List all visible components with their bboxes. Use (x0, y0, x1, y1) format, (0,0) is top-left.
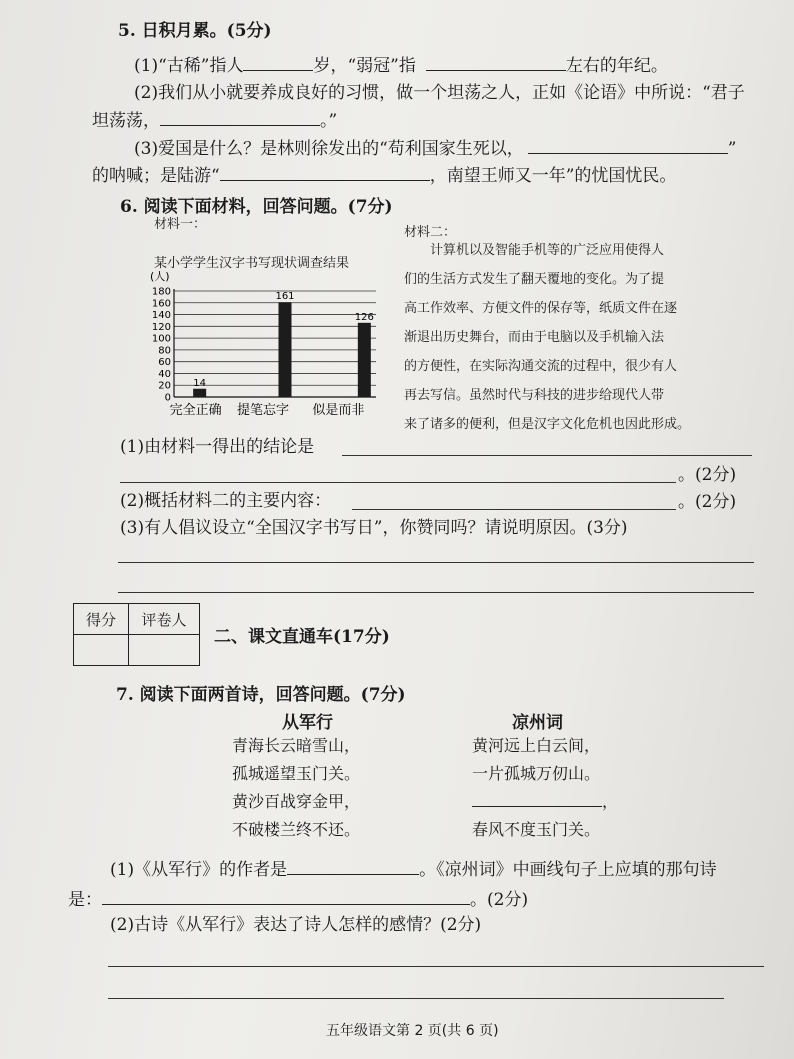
q5-item1-text-b: 岁，“弱冠”指 (313, 56, 416, 76)
poem2-line: 黄河远上白云间， (472, 736, 601, 755)
q7-sub1-text-d: 。(2分) (470, 890, 529, 910)
y-tick-label: 120 (151, 321, 171, 333)
q7-sub1-line1 (110, 858, 717, 881)
answer-line[interactable] (352, 509, 676, 510)
x-category-label: 似是而非 (312, 403, 365, 418)
q5-item3-text-b: ” (727, 139, 737, 159)
y-tick-label: 40 (158, 368, 171, 380)
q5-title: 5. 日积月累。(5分) (118, 21, 272, 41)
y-tick-label: 60 (158, 357, 171, 369)
poem2-line: 一片孤城万仞山。 (472, 764, 601, 783)
q7-sub1-text-c: 是： (68, 890, 102, 910)
x-category-label: 完全正确 (169, 403, 222, 418)
poem1 (232, 732, 360, 844)
q5-item2-text-c: 。” (320, 111, 338, 131)
bar-chart (140, 265, 390, 425)
answer-blank[interactable] (528, 137, 728, 154)
data-label: 161 (275, 291, 295, 303)
q7-sub1-text-b: 。《凉州词》中画线句子上应填的那句诗 (419, 860, 717, 880)
reviewer-cell[interactable] (129, 635, 200, 666)
answer-line[interactable] (118, 592, 754, 593)
material2-line: 们的生活方式发生了翻天覆地的变化。为了提 (404, 272, 665, 287)
poem1-line: 不破楼兰终不还。 (232, 820, 361, 839)
q5-item2-text-b: 坦荡荡， (92, 111, 160, 131)
poem2-blank-comma: ， (602, 792, 619, 811)
material2-line: 高工作效率、方便文件的保存等，纸质文件在逐 (404, 301, 678, 316)
x-category-label: 提笔忘字 (236, 403, 290, 418)
answer-line[interactable] (120, 482, 676, 483)
q5-item3-text-c: 的呐喊；是陆游“ (92, 166, 220, 186)
answer-blank[interactable] (287, 858, 419, 875)
answer-line[interactable] (118, 562, 754, 563)
score-cell[interactable] (74, 635, 129, 666)
q7-sub2: (2)古诗《从军行》表达了诗人怎样的感情？(2分) (110, 915, 482, 935)
y-tick-label: 100 (151, 333, 171, 345)
y-tick-label: 20 (158, 380, 171, 392)
q6-sub3: (3)有人倡议设立“全国汉字书写日”，你赞同吗？请说明原因。(3分) (120, 518, 628, 538)
q5-item3-text-a: (3)爱国是什么？是林则徐发出的“苟利国家生死以， (134, 139, 524, 159)
reviewer-label: 评卷人 (129, 604, 200, 635)
answer-blank[interactable] (472, 790, 602, 807)
poem1-line: 孤城遥望玉门关。 (232, 764, 361, 783)
answer-blank[interactable] (243, 54, 313, 71)
material2-line: 的方便性，在实际沟通交流的过程中，很少有人 (404, 359, 678, 374)
q6-sub2: (2)概括材料二的主要内容： (120, 491, 332, 511)
poem1-line: 黄沙百战穿金甲， (232, 792, 361, 811)
q6-sub2-points: 。(2分) (678, 492, 737, 512)
y-tick-label: 180 (151, 286, 171, 298)
answer-line[interactable] (342, 455, 752, 456)
material1-label: 材料一： (154, 217, 207, 232)
q7-sub1-line2 (68, 888, 528, 911)
q6-sub1: (1)由材料一得出的结论是 (120, 437, 315, 457)
q6-sub1-points: 。(2分) (678, 465, 737, 485)
data-label: 126 (354, 311, 374, 323)
material2-line: 计算机以及智能手机等的广泛应用使得人 (430, 243, 665, 258)
poem2-line: 春风不度玉门关。 (472, 820, 601, 839)
q5-item1-text-c: 左右的年纪。 (565, 56, 668, 76)
data-label: 14 (193, 377, 207, 389)
poem1-title: 从军行 (282, 713, 333, 733)
chart-title: 某小学学生汉字书写现状调查结果 (154, 256, 350, 271)
q7-sub1-text-a: (1)《从军行》的作者是 (110, 860, 288, 880)
answer-line[interactable] (108, 998, 724, 999)
material2-line: 来了诸多的便利，但是汉字文化危机也因此形成。 (404, 417, 691, 432)
poem1-line: 青海长云暗雪山， (232, 736, 361, 755)
answer-line[interactable] (108, 966, 764, 967)
q7-title: 7. 阅读下面两首诗，回答问题。(7分) (116, 685, 406, 705)
page-footer: 五年级语文第 2 页(共 6 页) (326, 1023, 499, 1039)
answer-blank[interactable] (426, 54, 566, 71)
q5-item1 (134, 54, 668, 77)
q5-item3-line2 (92, 164, 676, 187)
bar (358, 323, 371, 397)
material2-line: 渐退出历史舞台，而由于电脑以及手机输入法 (404, 330, 665, 345)
y-axis-unit: (人) (150, 270, 170, 283)
poem2-title: 凉州词 (512, 713, 563, 733)
poem2 (472, 732, 618, 844)
material2-text (404, 236, 690, 439)
answer-blank[interactable] (102, 888, 470, 905)
answer-blank[interactable] (160, 109, 320, 126)
y-tick-label: 80 (158, 345, 171, 357)
q5-item3-text-d: ，南望王师又一年”的忧国忧民。 (429, 166, 677, 186)
y-tick-label: 140 (151, 310, 171, 322)
q5-item2-line1: (2)我们从小就要养成良好的习惯，做一个坦荡之人，正如《论语》中所说：“君子 (134, 83, 745, 103)
score-table (73, 603, 200, 666)
q5-item3-line1 (134, 137, 736, 160)
y-tick-label: 0 (164, 392, 171, 404)
section2-title: 二、课文直通车(17分) (214, 627, 390, 647)
material2-line: 再去写信。虽然时代与科技的进步给现代人带 (404, 388, 665, 403)
answer-blank[interactable] (220, 164, 430, 181)
q6-title: 6. 阅读下面材料，回答问题。(7分) (120, 197, 393, 217)
score-label: 得分 (74, 604, 129, 635)
q5-item2-line2 (92, 109, 337, 132)
bar (279, 302, 292, 397)
poem2-line-blank[interactable] (472, 788, 618, 816)
bar (193, 389, 206, 397)
material2-label: 材料二： (404, 225, 457, 240)
q5-item1-text-a: (1)“古稀”指人 (134, 56, 244, 76)
y-tick-label: 160 (151, 298, 171, 310)
